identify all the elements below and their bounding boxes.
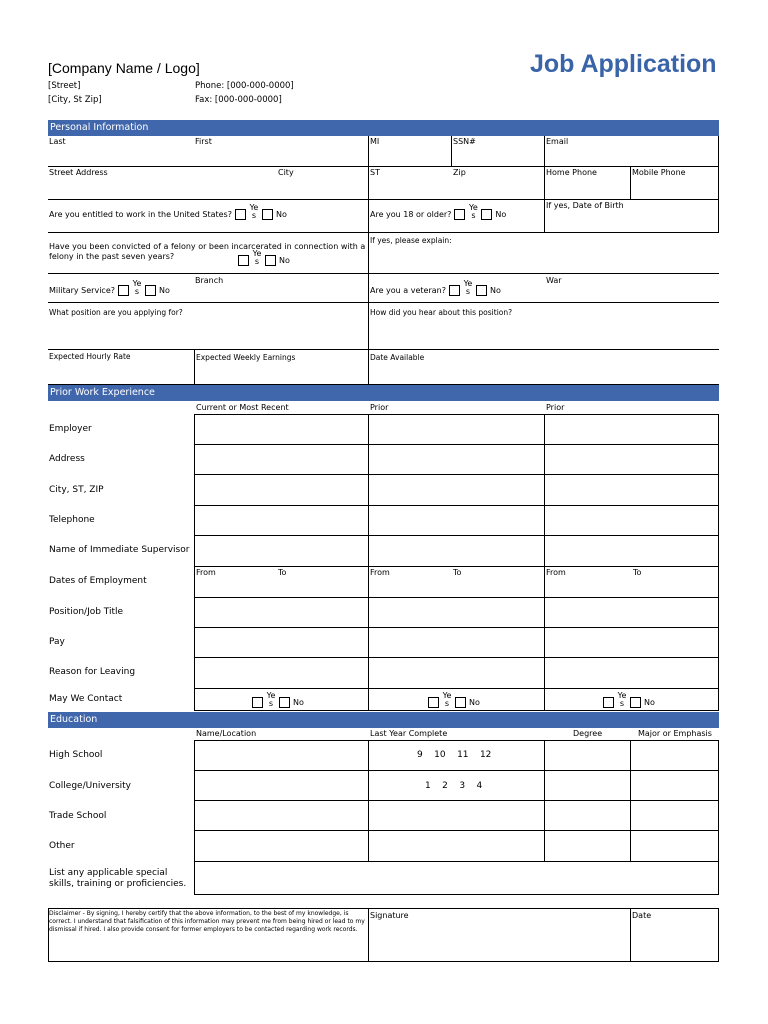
to-label: To [453, 568, 462, 577]
work-eligible-no-checkbox[interactable] [262, 209, 273, 220]
veteran-no-checkbox[interactable] [476, 285, 487, 296]
work-grid [194, 414, 719, 711]
state-label: ST [370, 168, 380, 177]
hs-years: 9 10 11 12 [417, 750, 492, 760]
branch-label: Branch [195, 276, 224, 285]
dob-label: If yes, Date of Birth [546, 201, 624, 210]
war-label: War [546, 276, 562, 285]
military-yes-checkbox[interactable] [118, 285, 129, 296]
education-grid [194, 740, 719, 895]
work-row-dates: Dates of Employment [49, 576, 147, 586]
company-street: [Street] [48, 81, 81, 91]
work-row-pay: Pay [49, 637, 65, 647]
contact-prior1-no-checkbox[interactable] [455, 697, 466, 708]
no-label: No [275, 209, 287, 219]
edu-row-other: Other [49, 841, 75, 851]
section-education-header: Education [48, 712, 719, 728]
work-col-prior-2: Prior [546, 403, 565, 412]
work-row-employer: Employer [49, 424, 92, 434]
explain-label: If yes, please explain: [370, 236, 452, 245]
street-address-label: Street Address [49, 168, 108, 177]
contact-prior2-no-checkbox[interactable] [630, 697, 641, 708]
from-label: From [546, 568, 566, 577]
signature-label[interactable]: Signature [370, 911, 409, 920]
felony-yes-checkbox[interactable] [238, 255, 249, 266]
edu-col-last-year: Last Year Complete [370, 729, 448, 738]
section-personal-header: Personal Information [48, 120, 719, 136]
age-yes-checkbox[interactable] [454, 209, 465, 220]
contact-prior1-options: Ye s No [428, 694, 480, 710]
work-row-contact: May We Contact [49, 694, 123, 704]
work-row-city: City, ST, ZIP [49, 485, 104, 495]
work-row-address: Address [49, 454, 85, 464]
college-years: 1 2 3 4 [425, 781, 483, 791]
date-label[interactable]: Date [632, 911, 652, 920]
email-label: Email [546, 137, 569, 146]
felony-no-checkbox[interactable] [265, 255, 276, 266]
to-label: To [633, 568, 642, 577]
work-row-supervisor: Name of Immediate Supervisor [49, 545, 190, 555]
weekly-earnings-label: Expected Weekly Earnings [196, 353, 296, 362]
city-label: City [278, 168, 294, 177]
contact-prior2-options: Ye s No [603, 694, 655, 710]
work-eligible-yes-checkbox[interactable] [235, 209, 246, 220]
work-row-title: Position/Job Title [49, 607, 124, 617]
from-label: From [370, 568, 390, 577]
felony-question: Have you been convicted of a felony or been incarcerated in connection with a felony in the past seven years? [49, 242, 366, 261]
edu-row-college: College/University [49, 781, 132, 791]
mobile-phone-label: Mobile Phone [632, 168, 686, 177]
work-col-prior-1: Prior [370, 403, 389, 412]
edu-col-major: Major or Emphasis [638, 729, 712, 738]
edu-col-degree: Degree [573, 729, 603, 738]
edu-row-high-school: High School [49, 750, 103, 760]
mi-label: MI [370, 137, 380, 146]
company-phone: Phone: [000-000-0000] [195, 81, 294, 91]
edu-row-trade: Trade School [49, 811, 107, 821]
company-city: [City, St Zip] [48, 95, 102, 105]
military-question: Military Service? Ye s No [49, 279, 170, 296]
company-name: [Company Name / Logo] [48, 60, 200, 76]
age-question: Are you 18 or older? Ye s No [370, 203, 507, 220]
home-phone-label: Home Phone [546, 168, 597, 177]
work-row-reason: Reason for Leaving [49, 667, 136, 677]
last-name-label: Last [49, 137, 66, 146]
contact-current-yes-checkbox[interactable] [252, 697, 263, 708]
veteran-yes-checkbox[interactable] [449, 285, 460, 296]
disclaimer-text: Disclaimer - By signing, I hereby certify that the above information, to the best of my knowledge, is correct. I understand that falsification of this information may prevent me from being hired or lead to my dismissal if hired. I also provide consent for former employers to be contacted regarding work records. [49, 910, 365, 933]
work-eligibility-question: Are you entitled to work in the United States? Ye s No [49, 203, 287, 220]
contact-prior1-yes-checkbox[interactable] [428, 697, 439, 708]
contact-prior2-yes-checkbox[interactable] [603, 697, 614, 708]
to-label: To [278, 568, 287, 577]
date-available-label: Date Available [370, 353, 425, 362]
zip-label: Zip [453, 168, 466, 177]
section-work-header: Prior Work Experience [48, 385, 719, 401]
skills-label: List any applicable special skills, training or proficiencies. [49, 868, 187, 889]
work-row-telephone: Telephone [49, 515, 95, 525]
military-no-checkbox[interactable] [145, 285, 156, 296]
first-name-label: First [195, 137, 212, 146]
veteran-question: Are you a veteran? Ye s No [370, 279, 501, 296]
yes-label: Ye s [249, 203, 259, 220]
felony-options: Ye s No [238, 252, 290, 268]
work-col-current: Current or Most Recent [196, 403, 289, 412]
edu-col-name: Name/Location [196, 729, 257, 738]
contact-current-options: Ye s No [252, 694, 304, 710]
hourly-rate-label: Expected Hourly Rate [49, 352, 131, 361]
age-no-checkbox[interactable] [481, 209, 492, 220]
company-fax: Fax: [000-000-0000] [195, 95, 282, 105]
ssn-label: SSN# [453, 137, 476, 146]
contact-current-no-checkbox[interactable] [279, 697, 290, 708]
hear-label: How did you hear about this position? [370, 308, 513, 317]
from-label: From [196, 568, 216, 577]
page-title: Job Application [530, 50, 717, 78]
position-label: What position are you applying for? [49, 308, 183, 317]
